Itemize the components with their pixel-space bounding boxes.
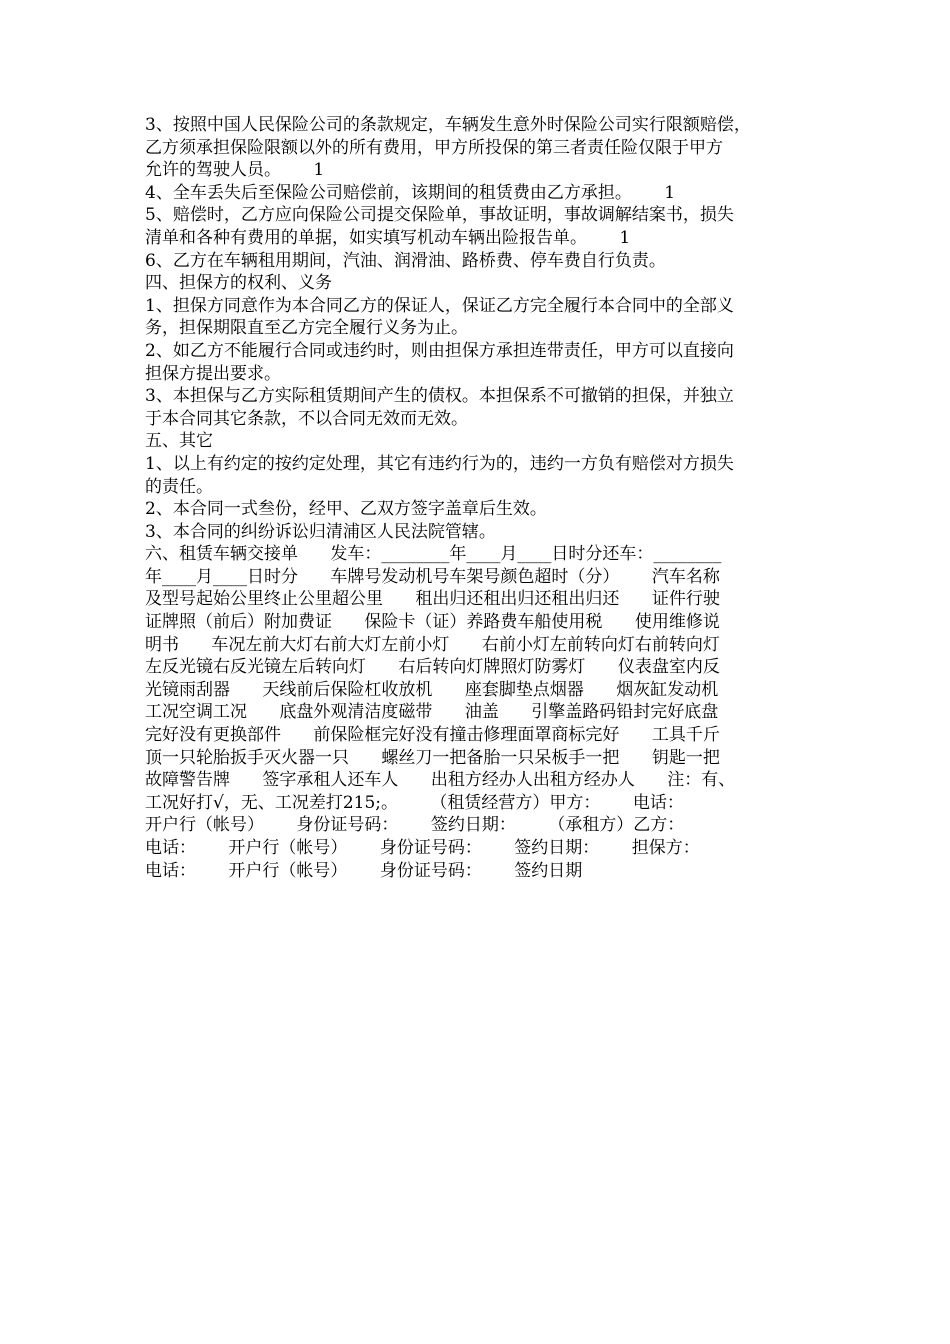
text-line: 务，担保期限直至乙方完全履行义务为止。 — [145, 318, 468, 339]
text-line: 允许的驾驶人员。 1 — [145, 160, 325, 181]
text-line: 完好没有更换部件 前保险框完好没有撞击修理面罩商标完好 工具千斤 — [145, 725, 720, 746]
text-line: 6、乙方在车辆租用期间，汽油、润滑油、路桥费、停车费自行负责。 — [145, 250, 666, 271]
section-heading: 五、其它 — [145, 431, 213, 452]
text-line: 2、本合同一式叁份，经甲、乙双方签字盖章后生效。 — [145, 499, 547, 520]
text-line: 1、担保方同意作为本合同乙方的保证人，保证乙方完全履行本合同中的全部义 — [145, 295, 734, 316]
text-line: 5、赔偿时，乙方应向保险公司提交保险单，事故证明，事故调解结案书，损失 — [145, 205, 734, 226]
text-line: 电话： 开户行（帐号） 身份证号码： 签约日期 — [145, 860, 583, 881]
text-line: 工况好打√，无、工况差打215;。 （租赁经营方）甲方： 电话： — [145, 792, 684, 813]
text-line: 电话： 开户行（帐号） 身份证号码： 签约日期： 担保方： — [145, 838, 700, 858]
text-line: 3、本担保与乙方实际租赁期间产生的债权。本担保系不可撤销的担保，并独立 — [145, 386, 734, 407]
text-line: 左反光镜右反光镜左后转向灯 右后转向灯牌照灯防雾灯 仪表盘室内反 — [145, 657, 720, 678]
text-line: 2、如乙方不能履行合同或违约时，则由担保方承担连带责任，甲方可以直接向 — [145, 340, 734, 361]
text-line: 开户行（帐号） 身份证号码： 签约日期： （承租方）乙方： — [145, 815, 685, 836]
text-line: 3、按照中国人民保险公司的条款规定，车辆发生意外时保险公司实行限额赔偿， — [145, 115, 751, 135]
text-line: 顶一只轮胎扳手灭火器一只 螺丝刀一把备胎一只呆板手一把 钥匙一把 — [145, 747, 720, 768]
text-line: 证牌照（前后）附加费证 保险卡（证）养路费车船使用税 使用维修说 — [145, 612, 720, 633]
text-line: 年____月____日时分 车牌号发动机号车架号颜色超时（分） 汽车名称 — [145, 566, 720, 587]
text-line: 乙方须承担保险限额以外的所有费用，甲方所投保的第三者责任险仅限于甲方 — [145, 137, 723, 158]
text-line: 工况空调工况 底盘外观清洁度磁带 油盖 引擎盖路码铅封完好底盘 — [145, 702, 719, 723]
section-heading: 六、租赁车辆交接单 发车：________年____月____日时分还车：________ — [145, 544, 722, 565]
text-line: 光镜雨刮器 天线前后保险杠收放机 座套脚垫点烟器 烟灰缸发动机 — [145, 679, 719, 700]
text-line: 及型号起始公里终止公里超公里 租出归还租出归还租出归还 证件行驶 — [145, 589, 720, 610]
text-line: 清单和各种有费用的单据，如实填写机动车辆出险报告单。 1 — [145, 227, 631, 248]
text-line: 于本合同其它条款，不以合同无效而无效。 — [145, 408, 468, 429]
text-line: 担保方提出要求。 — [145, 363, 281, 384]
text-line: 1、以上有约定的按约定处理，其它有违约行为的，违约一方负有赔偿对方损失 — [145, 453, 734, 474]
section-heading: 四、担保方的权利、义务 — [145, 273, 332, 294]
text-line: 明书 车况左前大灯右前大灯左前小灯 右前小灯左前转向灯右前转向灯 — [145, 634, 720, 655]
text-line: 的责任。 — [145, 476, 213, 497]
text-line: 故障警告牌 签字承租人还车人 出租方经办人出租方经办人 注：有、 — [145, 770, 736, 791]
text-line: 3、本合同的纠纷诉讼归清浦区人民法院管辖。 — [145, 521, 496, 542]
text-line: 4、全车丢失后至保险公司赔偿前，该期间的租赁费由乙方承担。 1 — [145, 182, 676, 203]
document-body — [145, 114, 813, 882]
